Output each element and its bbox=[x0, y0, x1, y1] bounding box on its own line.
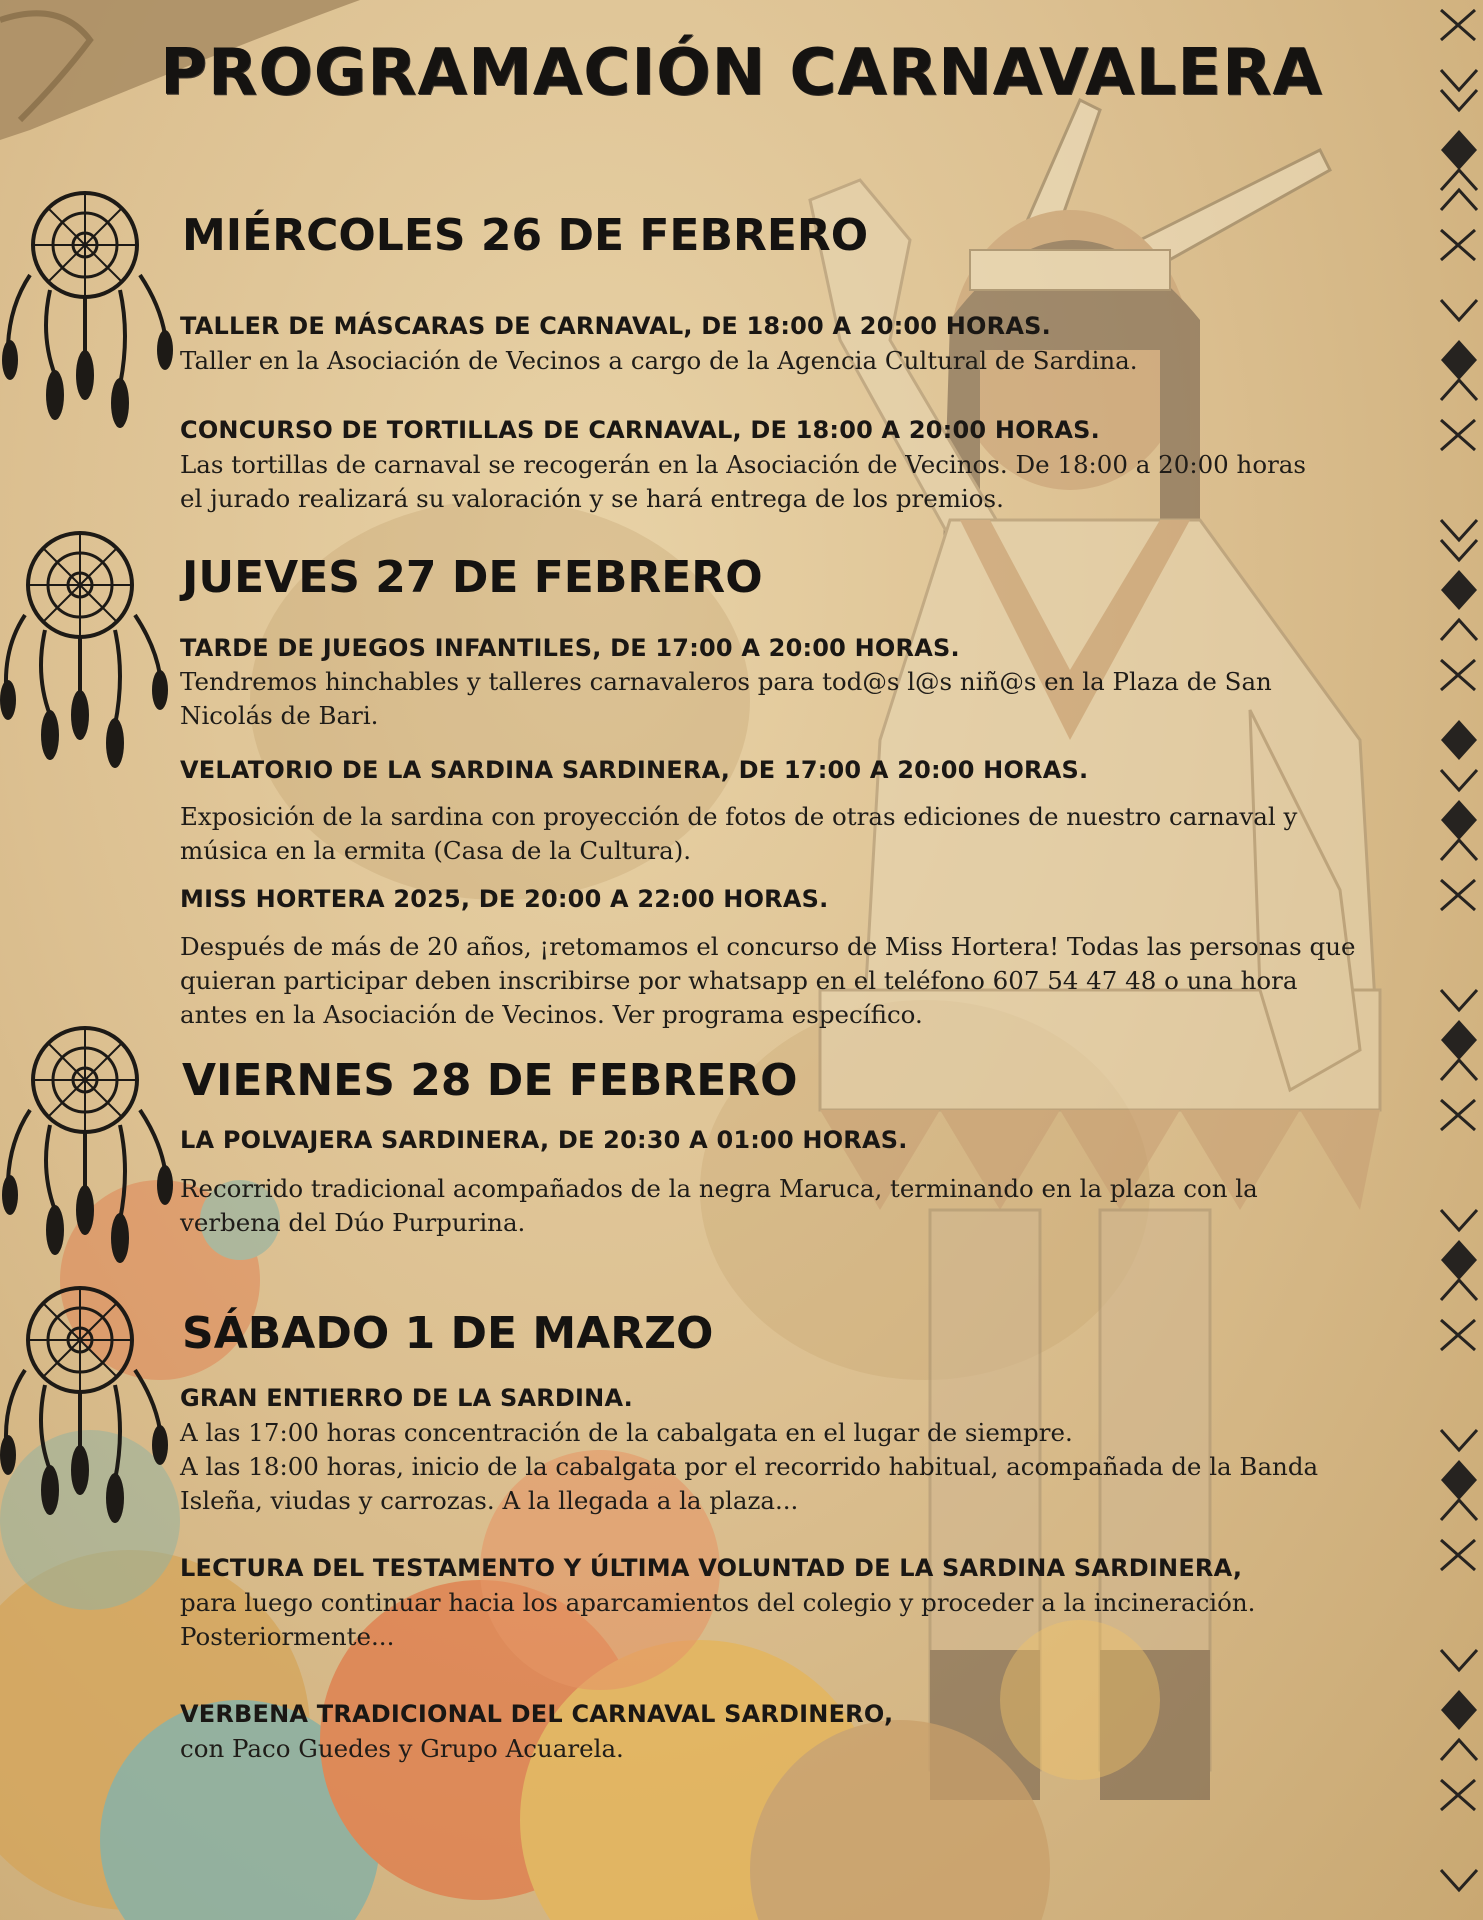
event-description bbox=[180, 930, 1420, 1032]
dreamcatcher-icon bbox=[0, 185, 180, 445]
dreamcatcher-icon bbox=[0, 525, 180, 785]
event-description bbox=[180, 1172, 1420, 1240]
event-title-sardine-wake: VELATORIO DE LA SARDINA SARDINERA, DE 17:00 A 20:00 HORAS. bbox=[180, 756, 1089, 784]
dreamcatcher-icon bbox=[0, 1280, 180, 1540]
description-line: quieran participar deben inscribirse por whatsapp en el teléfono 607 54 47 48 o una hora bbox=[180, 966, 1298, 995]
page-title: PROGRAMACIÓN CARNAVALERA bbox=[160, 36, 1323, 110]
event-description bbox=[180, 1586, 1420, 1654]
event-title-burial-of-sardine: GRAN ENTIERRO DE LA SARDINA. bbox=[180, 1384, 633, 1412]
description-line: Las tortillas de carnaval se recogerán en la Asociación de Vecinos. De 18:00 a 20:00 horas bbox=[180, 450, 1306, 479]
event-description bbox=[180, 800, 1420, 868]
description-line: A las 18:00 horas, inicio de la cabalgata por el recorrido habitual, acompañada de la Banda bbox=[180, 1452, 1319, 1481]
description-line: Nicolás de Bari. bbox=[180, 701, 379, 730]
tribal-pattern-border bbox=[1435, 0, 1483, 1920]
description-line: con Paco Guedes y Grupo Acuarela. bbox=[180, 1734, 624, 1763]
event-description bbox=[180, 448, 1420, 516]
description-line: antes en la Asociación de Vecinos. Ver programa específico. bbox=[180, 1000, 923, 1029]
event-title-tortilla-contest: CONCURSO DE TORTILLAS DE CARNAVAL, DE 18:00 A 20:00 HORAS. bbox=[180, 416, 1100, 444]
event-title-mask-workshop: TALLER DE MÁSCARAS DE CARNAVAL, DE 18:00 A 20:00 HORAS. bbox=[180, 312, 1051, 340]
event-description bbox=[180, 1732, 1420, 1766]
description-line: el jurado realizará su valoración y se hará entrega de los premios. bbox=[180, 484, 1004, 513]
event-title-polvajera: LA POLVAJERA SARDINERA, DE 20:30 A 01:00 HORAS. bbox=[180, 1126, 908, 1154]
description-line: verbena del Dúo Purpurina. bbox=[180, 1208, 526, 1237]
event-title-miss-hortera: MISS HORTERA 2025, DE 20:00 A 22:00 HORAS. bbox=[180, 885, 829, 913]
event-description bbox=[180, 1416, 1420, 1518]
day-heading-friday: VIERNES 28 DE FEBRERO bbox=[182, 1055, 798, 1106]
description-line: Recorrido tradicional acompañados de la negra Maruca, terminando en la plaza con la bbox=[180, 1174, 1258, 1203]
event-title-testament-reading: LECTURA DEL TESTAMENTO Y ÚLTIMA VOLUNTAD DE LA SARDINA SARDINERA, bbox=[180, 1554, 1243, 1582]
event-description bbox=[180, 665, 1420, 733]
dreamcatcher-icon bbox=[0, 1020, 180, 1280]
description-line: Posteriormente... bbox=[180, 1622, 395, 1651]
description-line: Después de más de 20 años, ¡retomamos el concurso de Miss Hortera! Todas las personas que bbox=[180, 932, 1356, 961]
description-line: Exposición de la sardina con proyección de fotos de otras ediciones de nuestro carnaval y bbox=[180, 802, 1298, 831]
day-heading-thursday: JUEVES 27 DE FEBRERO bbox=[182, 552, 763, 603]
description-line: Tendremos hinchables y talleres carnavaleros para tod@s l@s niñ@s en la Plaza de San bbox=[180, 667, 1272, 696]
description-line: A las 17:00 horas concentración de la cabalgata en el lugar de siempre. bbox=[180, 1418, 1073, 1447]
description-line: música en la ermita (Casa de la Cultura). bbox=[180, 836, 692, 865]
description-line: para luego continuar hacia los aparcamientos del colegio y proceder a la incineración. bbox=[180, 1588, 1256, 1617]
day-heading-saturday: SÁBADO 1 DE MARZO bbox=[182, 1308, 714, 1359]
event-title-verbena: VERBENA TRADICIONAL DEL CARNAVAL SARDINERO, bbox=[180, 1700, 894, 1728]
event-description bbox=[180, 344, 1420, 378]
description-line: Taller en la Asociación de Vecinos a cargo de la Agencia Cultural de Sardina. bbox=[180, 346, 1138, 375]
event-title-children-games: TARDE DE JUEGOS INFANTILES, DE 17:00 A 20:00 HORAS. bbox=[180, 634, 960, 662]
description-line: Isleña, viudas y carrozas. A la llegada a la plaza... bbox=[180, 1486, 799, 1515]
day-heading-wednesday: MIÉRCOLES 26 DE FEBRERO bbox=[182, 210, 869, 261]
